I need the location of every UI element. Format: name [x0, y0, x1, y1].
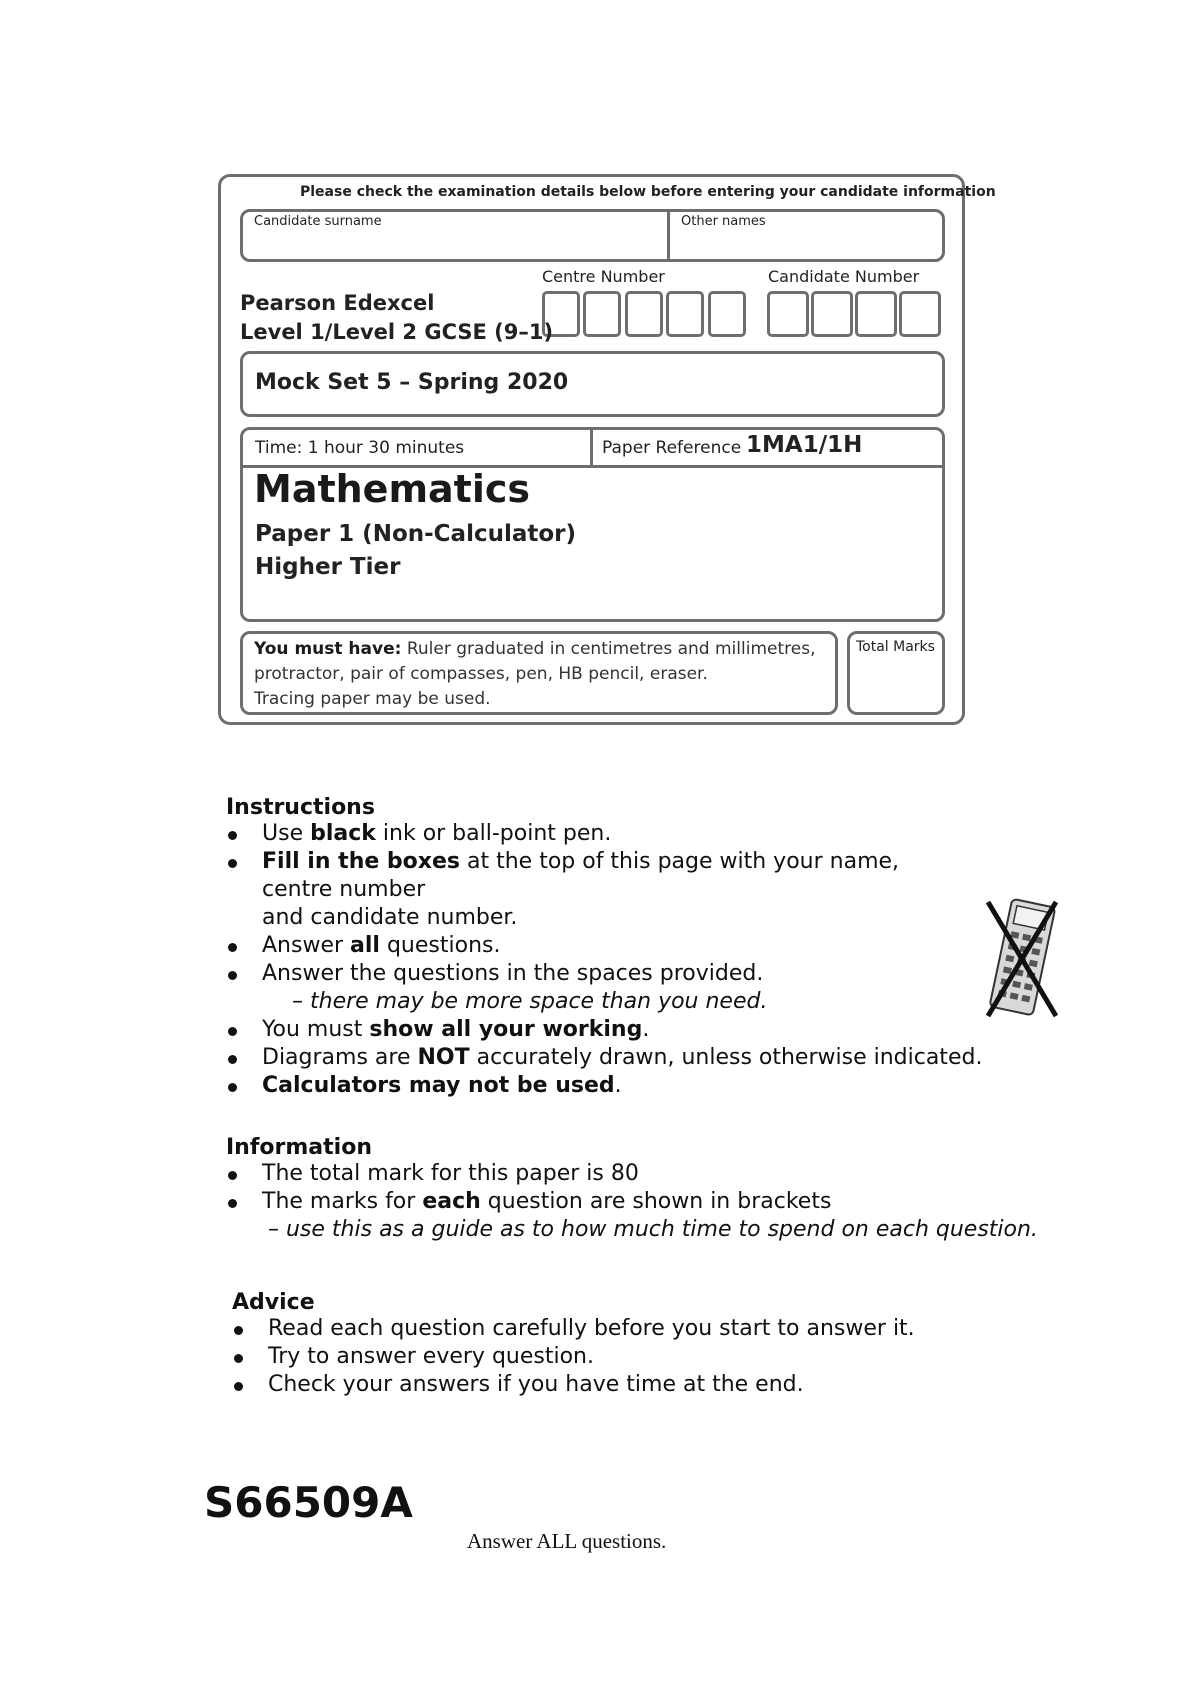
- centre-digit-box[interactable]: [583, 291, 621, 337]
- list-item: Check your answers if you have time at the end.: [232, 1371, 1032, 1399]
- candidate-number-label: Candidate Number: [768, 267, 920, 286]
- paper-code: S66509A: [204, 1478, 413, 1527]
- list-item: You must show all your working.: [226, 1016, 996, 1044]
- time-allowed: Time: 1 hour 30 minutes: [255, 438, 465, 458]
- surname-label: Candidate surname: [254, 214, 382, 229]
- candidate-digit-box[interactable]: [811, 291, 853, 337]
- total-marks-label: Total Marks: [856, 639, 935, 655]
- exam-series: Mock Set 5 – Spring 2020: [255, 370, 569, 395]
- centre-number-label: Centre Number: [542, 267, 665, 286]
- list-item: Fill in the boxes at the top of this page with your name, centre number and candidate number.: [226, 848, 962, 932]
- centre-digit-box[interactable]: [708, 291, 746, 337]
- centre-digit-box[interactable]: [666, 291, 704, 337]
- instructions-section: [226, 795, 996, 1100]
- paper-title: Paper 1 (Non-Calculator): [255, 521, 577, 547]
- check-notice: Please check the examination details below before entering your candidate information: [300, 184, 996, 200]
- information-section: [226, 1135, 1046, 1244]
- candidate-number-boxes: [767, 291, 947, 341]
- advice-heading: Advice: [232, 1290, 315, 1315]
- list-item: Answer the questions in the spaces provided. – there may be more space than you need.: [226, 960, 996, 1016]
- candidate-surname-field[interactable]: [252, 232, 657, 258]
- list-item: Read each question carefully before you start to answer it.: [232, 1315, 1032, 1343]
- paper-reference: 1MA1/1H: [746, 432, 863, 458]
- candidate-digit-box[interactable]: [899, 291, 941, 337]
- list-item: The marks for each question are shown in brackets – use this as a guide as to how much time to spend on each question.: [226, 1188, 1046, 1244]
- centre-number-boxes: [542, 291, 752, 341]
- list-item: Answer all questions.: [226, 932, 996, 960]
- calculator-crossed-icon: [982, 896, 1062, 1022]
- paper-reference-label: Paper Reference: [602, 438, 742, 458]
- subject-title: Mathematics: [254, 467, 531, 511]
- other-names-label: Other names: [681, 214, 766, 229]
- advice-section: [232, 1290, 1032, 1399]
- exam-board: Pearson Edexcel: [240, 291, 435, 315]
- qualification-level: Level 1/Level 2 GCSE (9–1): [240, 320, 554, 344]
- list-item: Use black ink or ball-point pen.: [226, 820, 996, 848]
- tier: Higher Tier: [255, 554, 401, 580]
- list-item: Diagrams are NOT accurately drawn, unless otherwise indicated.: [226, 1044, 996, 1072]
- candidate-digit-box[interactable]: [855, 291, 897, 337]
- list-item: The total mark for this paper is 80: [226, 1160, 1046, 1188]
- information-heading: Information: [226, 1135, 372, 1160]
- candidate-digit-box[interactable]: [767, 291, 809, 337]
- equipment-text: You must have: Ruler graduated in centimetres and millimetres, protractor, pair of compasses, pen, HB pencil, eraser. Tracing paper may be used.: [254, 639, 816, 709]
- answer-all-note: Answer ALL questions.: [467, 1529, 667, 1553]
- list-item: Calculators may not be used.: [226, 1072, 996, 1100]
- instructions-heading: Instructions: [226, 795, 375, 820]
- centre-digit-box[interactable]: [625, 291, 663, 337]
- other-names-field[interactable]: [680, 232, 935, 258]
- list-item: Try to answer every question.: [232, 1343, 1032, 1371]
